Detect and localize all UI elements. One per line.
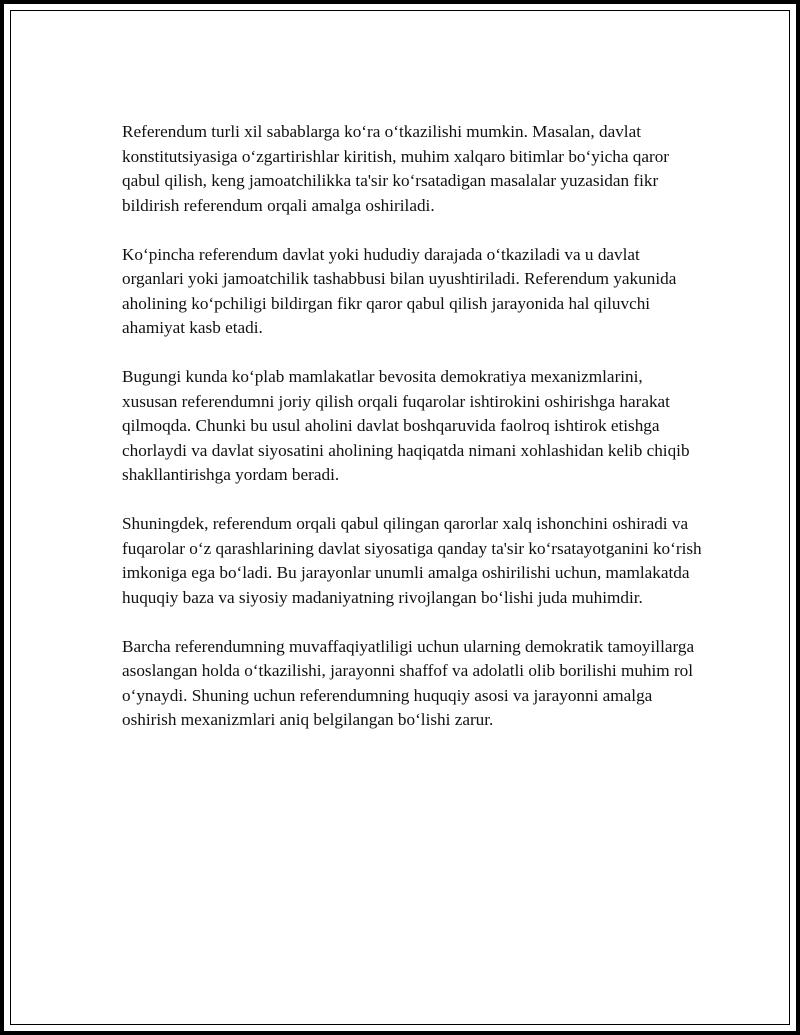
paragraph: Barcha referendumning muvaffaqiyatliligi uchun ularning demokratik tamoyillarga asoslangan holda oʻtkazilishi, jarayonni shaffof va adolatli olib borilishi muhim rol oʻynaydi. Shuning uchun referendumning huquqiy asosi va jarayonni amalga oshirish mexanizmlari aniq belgilangan boʻlishi zarur. bbox=[122, 636, 695, 729]
paragraph: Shuningdek, referendum orqali qabul qilingan qarorlar xalq ishonchini oshiradi va fuqarolar oʻz qarashlarining davlat siyosatiga qanday ta'sir koʻrsatayotganini koʻrish imkoniga ega boʻladi. Bu jarayonlar unumli amalga oshirilishi uchun, mamlakatda huquqiy baza va siyosiy madaniyatning rivojlangan boʻlishi juda muhimdir. bbox=[122, 514, 702, 607]
paragraph: Bugungi kunda koʻplab mamlakatlar bevosita demokratiya mexanizmlarini, xususan referendumni joriy qilish orqali fuqarolar ishtirokini oshirishga harakat qilmoqda. Chunki bu usul aholini davlat boshqaruvida faolroq ishtirok etishga chorlaydi va davlat siyosatini aholining haqiqatda nimani xohlashidan kelib chiqib shakllantirishga yordam beradi. bbox=[122, 367, 690, 484]
document-body bbox=[122, 120, 702, 757]
paragraph: Koʻpincha referendum davlat yoki hududiy darajada oʻtkaziladi va u davlat organlari yoki jamoatchilik tashabbusi bilan uyushtiriladi. Referendum yakunida aholining koʻpchiligi bildirgan fikr qaror qabul qilish jarayonida hal qiluvchi ahamiyat kasb etadi. bbox=[122, 244, 677, 337]
paragraph: Referendum turli xil sabablarga koʻra oʻtkazilishi mumkin. Masalan, davlat konstitutsiyasiga oʻzgartirishlar kiritish, muhim xalqaro bitimlar boʻyicha qaror qabul qilish, keng jamoatchilikka ta'sir koʻrsatadigan masalalar yuzasidan fikr bildirish referendum orqali amalga oshiriladi. bbox=[122, 122, 670, 215]
